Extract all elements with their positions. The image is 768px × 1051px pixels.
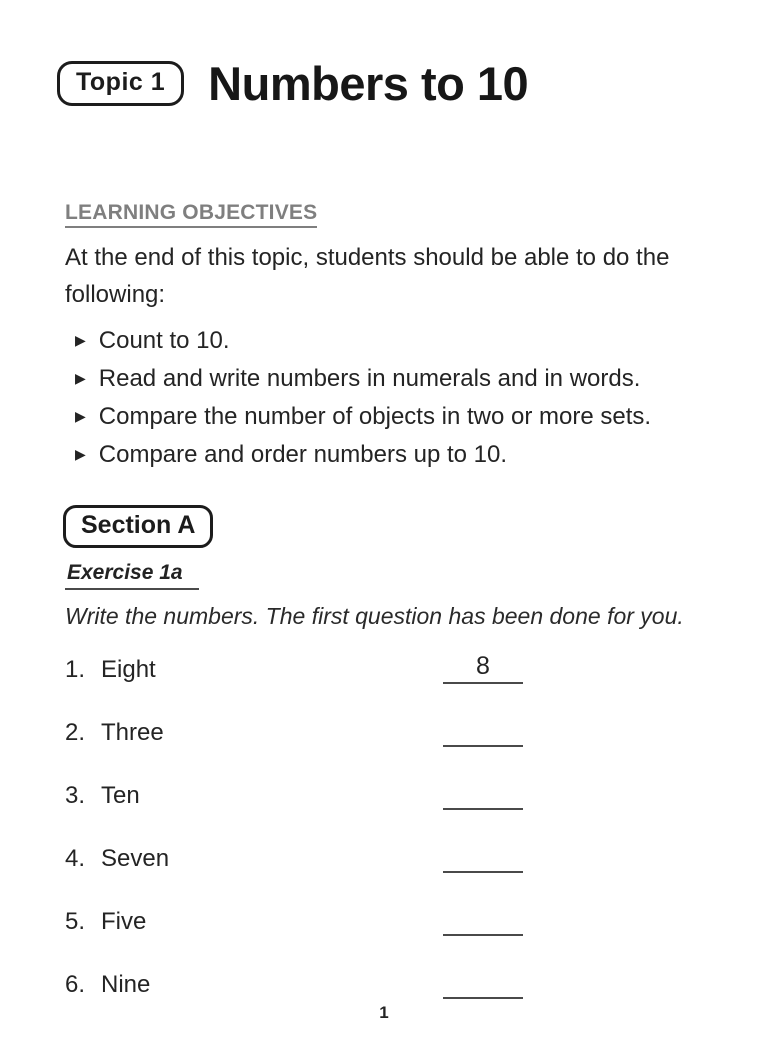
triangle-bullet-icon: ▶ [75,447,86,463]
question-row [65,782,713,845]
question-number: 6. [65,971,86,998]
answer-blank [443,967,523,999]
answer-blank [443,652,523,684]
objectives-intro-text: At the end of this topic, students should be able to do the following: [65,244,670,308]
page-number: 1 [379,1003,389,1022]
question-word: Three [101,719,164,746]
objective-item [75,326,713,356]
page-title: Numbers to 10 [208,57,529,110]
question-number: 2. [65,719,86,746]
page-content [0,111,768,1034]
objective-item [75,440,713,470]
question-word: Five [101,908,147,935]
question-word: Seven [101,845,170,872]
triangle-bullet-icon: ▶ [75,371,86,387]
question-row [65,652,713,719]
question-number: 1. [65,656,86,683]
exercise-instruction: Write the numbers. The first question has been done for you. [65,603,684,629]
objective-item [75,402,713,432]
answer-blank [443,904,523,936]
answer-blank [443,778,523,810]
triangle-bullet-icon: ▶ [75,333,86,349]
question-row [65,719,713,782]
topic-badge: Topic 1 [57,61,184,106]
question-word: Nine [101,971,151,998]
answer-blank [443,715,523,747]
exercise-heading: Exercise 1a [65,561,199,590]
answer-value: 8 [476,652,490,680]
objectives-list [65,326,713,470]
question-number: 3. [65,782,86,809]
learning-objectives-heading: LEARNING OBJECTIVES [65,201,317,228]
section-badge: Section A [63,505,213,548]
question-word: Ten [101,782,140,809]
objective-text: Compare and order numbers up to 10. [98,441,508,468]
question-row [65,845,713,908]
answer-blank [443,841,523,873]
objective-text: Compare the number of objects in two or more sets. [98,403,652,430]
question-list [65,652,713,1034]
objective-text: Read and write numbers in numerals and in words. [98,365,641,392]
page-header [0,0,768,111]
objective-item [75,364,713,394]
triangle-bullet-icon: ▶ [75,409,86,425]
question-row [65,908,713,971]
question-word: Eight [101,656,156,683]
question-number: 5. [65,908,86,935]
question-number: 4. [65,845,86,872]
objective-text: Count to 10. [98,327,230,354]
